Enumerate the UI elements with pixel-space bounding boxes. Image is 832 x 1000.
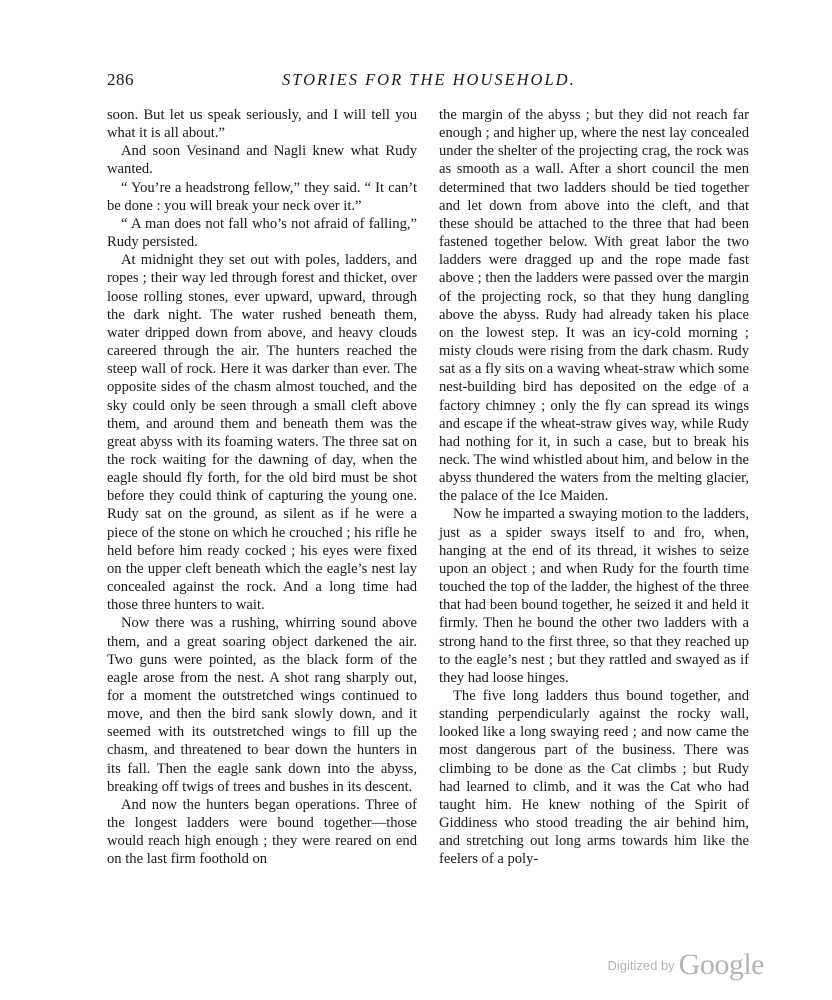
- watermark-prefix: Digitized by: [607, 958, 675, 973]
- paragraph: “ A man does not fall who’s not afraid of falling,” Rudy persisted.: [107, 215, 417, 251]
- paragraph: At midnight they set out with poles, ladders, and ropes ; their way led through forest and thicket, over loose rolling stones, ever upward, upward, through the dark night. The water rushed beneath them, water dripped down from above, and heavy clouds careered through the air. The hunters reached the steep wall of rock. Here it was darker than ever. The opposite sides of the chasm almost touched, and the sky could only be seen through a small cleft above them, and around them and beneath them was the great abyss with its foaming waters. The three sat on the rock waiting for the dawning of day, when the eagle should fly forth, for the old bird must be shot before they could think of capturing the young one. Rudy sat on the ground, as silent as if he were a piece of the stone on which he crouched ; his rifle he held before him ready cocked ; his eyes were fixed on the upper cleft beneath which the eagle’s nest lay concealed against the rock. And a long time had those three hunters to wait.: [107, 252, 417, 614]
- google-logo: Google: [678, 948, 764, 981]
- left-column: [107, 106, 417, 869]
- right-column: [439, 106, 749, 869]
- paragraph: And now the hunters began operations. Three of the longest ladders were bound together—those would reach high enough ; they were reared on end on the last firm foothold on: [107, 796, 417, 868]
- digitized-watermark: [607, 948, 764, 982]
- paragraph: And soon Vesinand and Nagli knew what Rudy wanted.: [107, 143, 417, 178]
- page-number: 286: [107, 70, 134, 89]
- paragraph: the margin of the abyss ; but they did not reach far enough ; and higher up, where the nest lay concealed under the shelter of the projecting crag, the rock was as smooth as a wall. After a short council the men determined that two ladders should be tied together and let down from above into the cleft, and that these should be attached to the three that had been fastened together below. With great labor the two ladders were dragged up and the rope made fast above ; then the ladders were passed over the margin of the projecting rock, so that they hung dangling above the abyss. Rudy had already taken his place on the lowest step. It was an icy-cold morning ; misty clouds were rising from the dark chasm. Rudy sat as a fly sits on a waving wheat-straw which some nest-building bird has deposited on the edge of a factory chimney ; only the fly can spread its wings and escape if the wheat-straw gives way, while Rudy had nothing for it, in such a case, but to break his neck. The wind whistled about him, and below in the abyss thundered the waters from the melting glacier, the palace of the Ice Maiden.: [439, 107, 749, 505]
- running-head: STORIES FOR THE HOUSEHOLD.: [282, 70, 576, 89]
- paragraph: The five long ladders thus bound together, and standing perpendicularly against the rocky wall, looked like a long swaying reed ; and now came the most dangerous part of the business. There was climbing to be done as the Cat climbs ; but Rudy had learned to climb, and it was the Cat who had taught him. He knew nothing of the Spirit of Giddiness who stood treading the air behind him, and stretching out long arms towards him like the feelers of a poly-: [439, 688, 749, 868]
- paragraph: soon. But let us speak seriously, and I will tell you what it is all about.”: [107, 107, 417, 142]
- page-header: [107, 70, 744, 96]
- paragraph: “ You’re a headstrong fellow,” they said. “ It can’t be done : you will break your neck over it.”: [107, 179, 417, 214]
- paragraph: Now there was a rushing, whirring sound above them, and a great soaring object darkened the air. Two guns were pointed, as the black form of the eagle arose from the nest. A shot rang sharply out, for a moment the outstretched wings continued to move, and then the bird sank slowly down, and it seemed with its outstretched wings to fill up the chasm, and threatened to bear down the hunters in its fall. Then the eagle sank down into the abyss, breaking off twigs of trees and bushes in its descent.: [107, 615, 417, 795]
- paragraph: Now he imparted a swaying motion to the ladders, just as a spider sways itself to and fro, when, hanging at the end of its thread, it wishes to seize upon an object ; and when Rudy for the fourth time touched the top of the ladder, the highest of the three that had been bound together, he seized it and held it firmly. Then he bound the other two ladders with a strong hand to the first three, so that they reached up to the eagle’s nest ; but they rattled and swayed as if they had loose hinges.: [439, 506, 749, 686]
